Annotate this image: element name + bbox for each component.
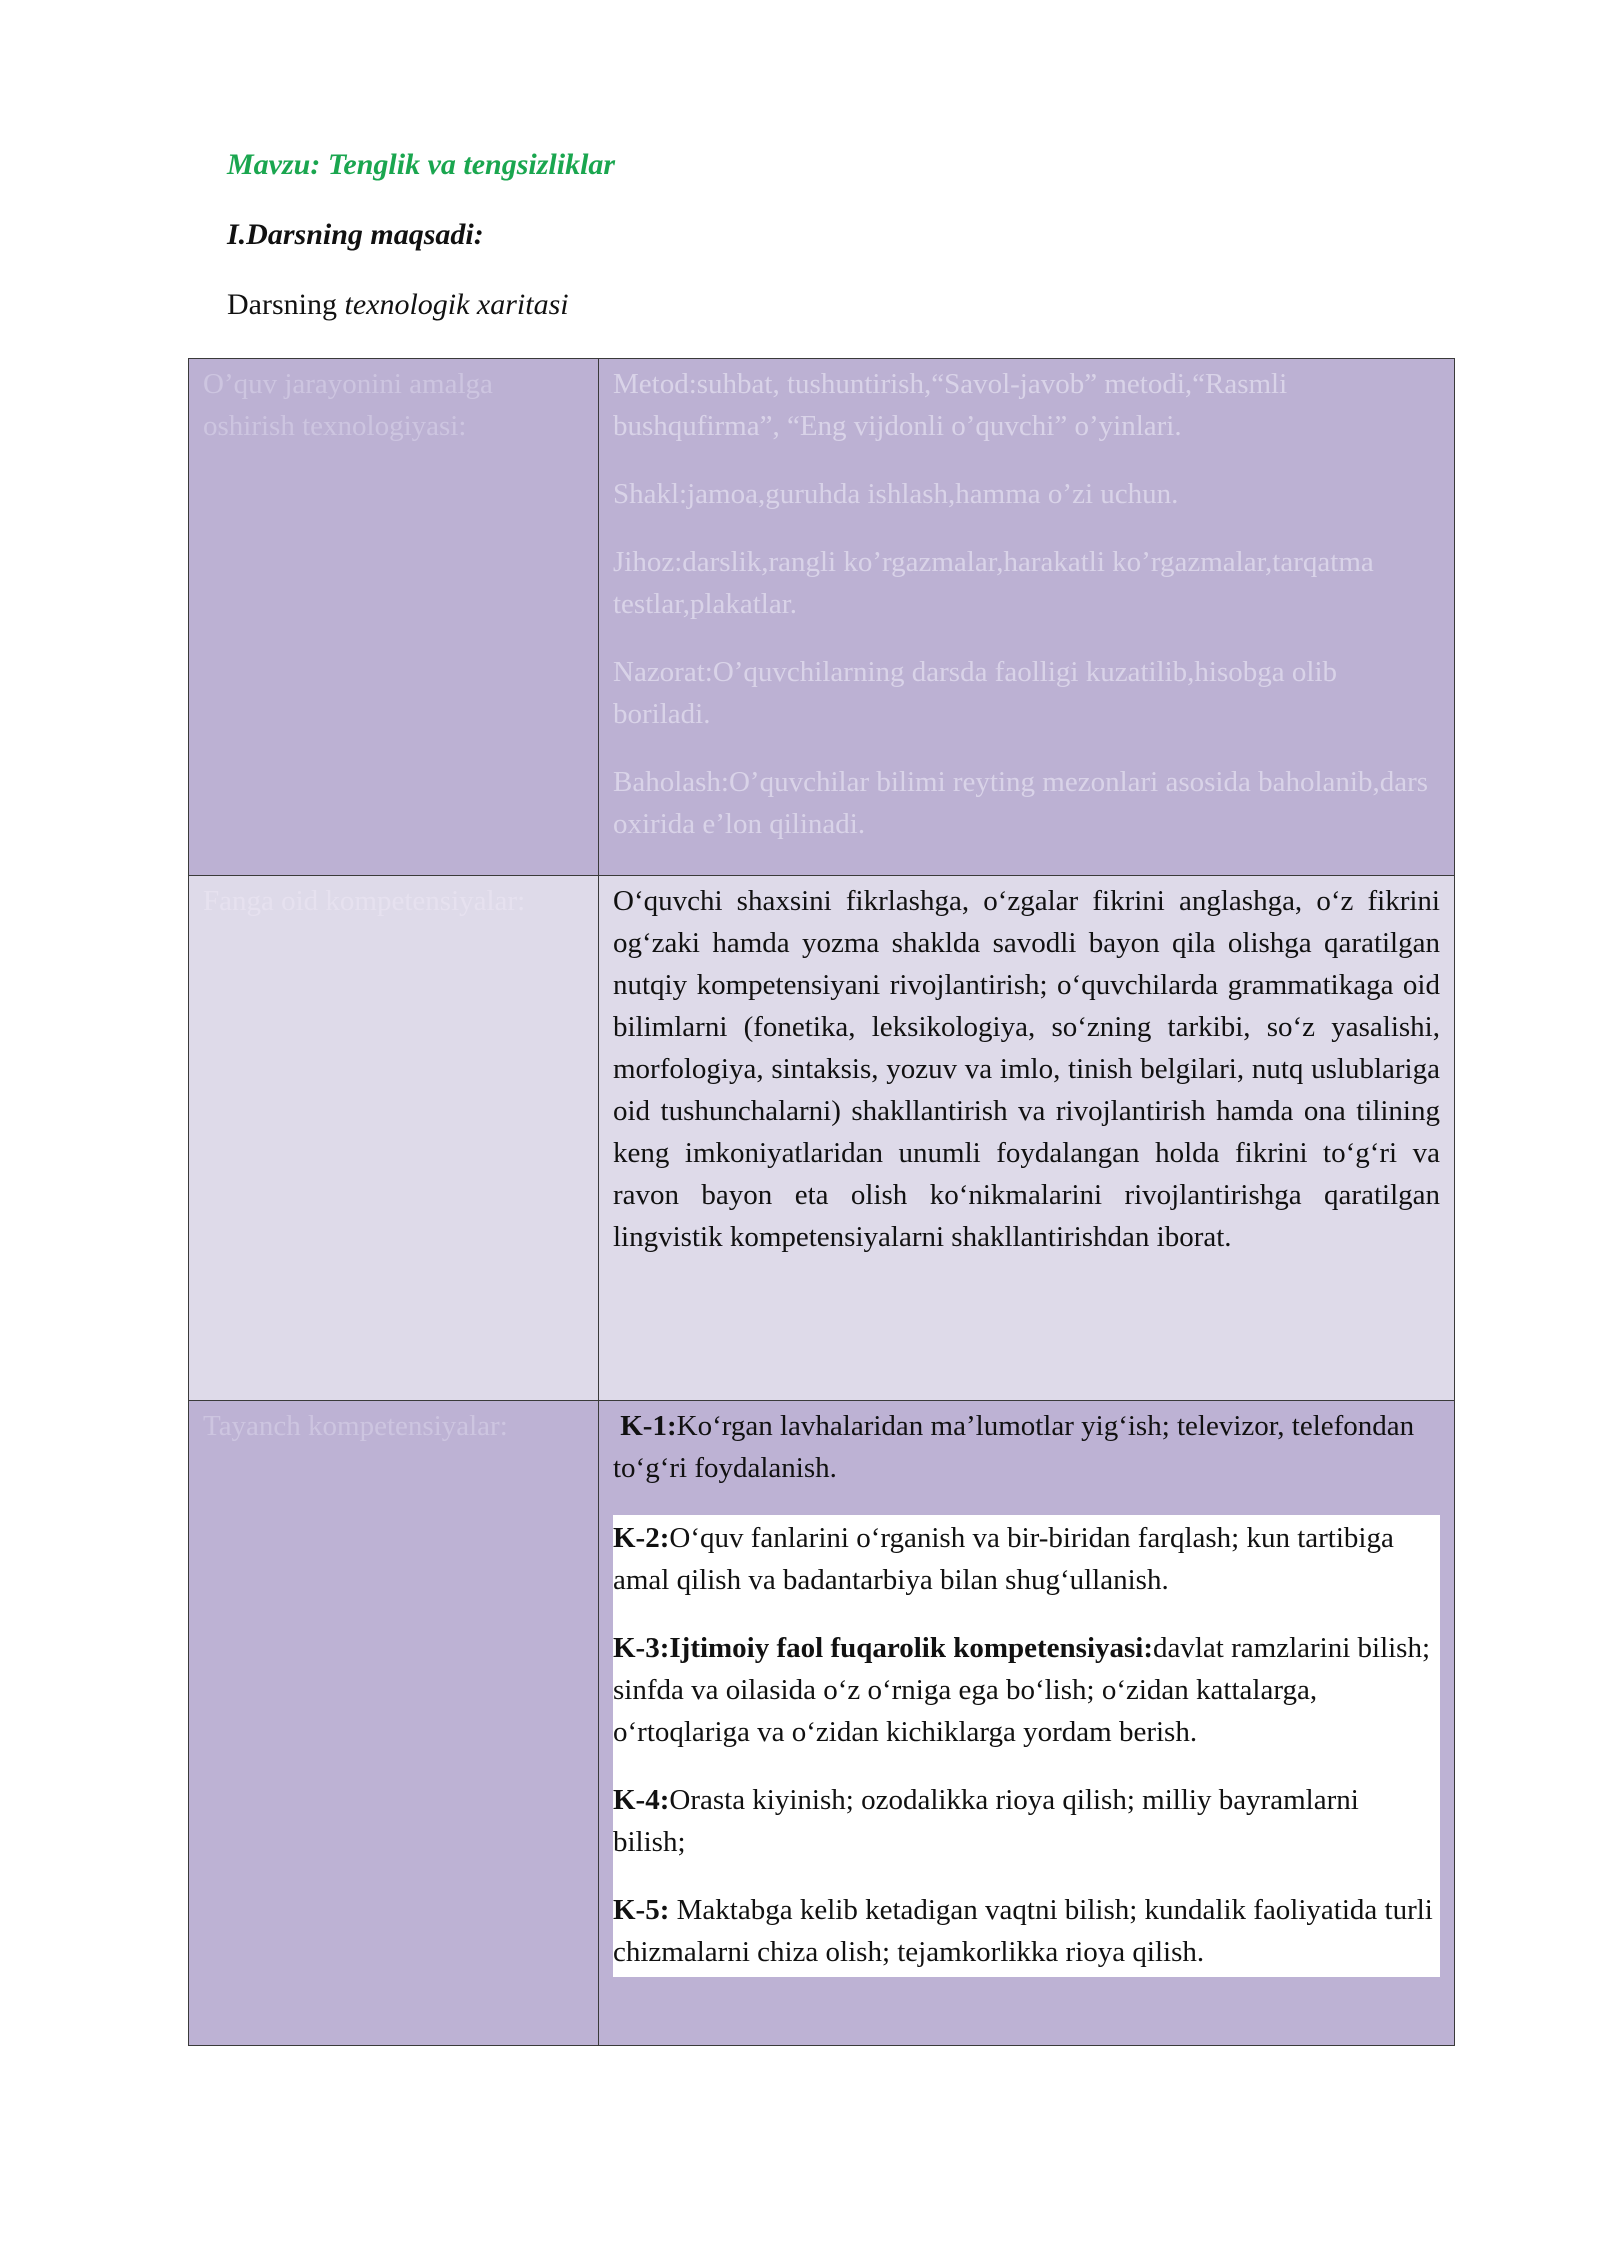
k4-label: K-4: [613, 1784, 670, 1816]
competency-k2 [613, 1517, 1436, 1601]
table-row [189, 876, 1455, 1401]
lesson-topic: Mavzu: Tenglik va tengsizliklar [227, 148, 616, 181]
equipment-item: Jihoz:darslik,rangli ko’rgazmalar,harakatli ko’rgazmalar,tarqatma testlar,plakatlar. [613, 546, 1374, 620]
row3-label: Tayanch kompetensiyalar: [203, 1410, 508, 1442]
core-competencies-cell [599, 1401, 1455, 2046]
lesson-goal-heading: I.Darsning maqsadi: [227, 218, 484, 251]
row-label-cell [189, 359, 599, 876]
table-row [189, 1401, 1455, 2046]
assessment-item: Baholash:O’quvchilar bilimi reyting mezonlari asosida baholanib,dars oxirida e’lon qilinadi. [613, 766, 1429, 840]
k5-text: Maktabga kelib ketadigan vaqtni bilish; kundalik faoliyatida turli chizmalarni chiza olish; tejamkorlikka rioya qilish. [613, 1894, 1433, 1968]
competencies-highlight-box [613, 1515, 1440, 1977]
competency-k3 [613, 1627, 1436, 1753]
form-item: Shakl:jamoa,guruhda ishlash,hamma o’zi uchun. [613, 478, 1179, 510]
row2-label: Fanga oid kompetensiyalar: [203, 885, 526, 917]
map-title-italic: texnologik xaritasi [344, 288, 569, 321]
k3-label: K-3:Ijtimoiy faol fuqarolik kompetensiyasi: [613, 1632, 1153, 1664]
subject-competencies-cell [599, 876, 1455, 1401]
control-item: Nazorat:O’quvchilarning darsda faolligi kuzatilib,hisobga olib boriladi. [613, 656, 1337, 730]
k2-text: O‘quv fanlarini o‘rganish va bir-biridan farqlash; kun tartibiga amal qilish va badantarbiya bilan shug‘ullanish. [613, 1522, 1394, 1596]
k4-text: Orasta kiyinish; ozodalikka rioya qilish; milliy bayramlarni bilish; [613, 1784, 1359, 1858]
row-label-cell [189, 876, 599, 1401]
method-item: Metod:suhbat, tushuntirish,“Savol-javob” metodi,“Rasmli bushqufirma”, “Eng vijdonli o’quvchi” o’yinlari. [613, 368, 1288, 442]
k2-label: K-2: [613, 1522, 670, 1554]
technology-map-title [227, 288, 569, 322]
map-title-plain: Darsning [227, 288, 345, 321]
row1-label: O’quv jarayonini amalga oshirish texnologiyasi: [203, 368, 493, 442]
competency-k5 [613, 1889, 1436, 1973]
row-label-cell [189, 1401, 599, 2046]
k3-text: davlat ramzlarini bilish; sinfda va oilasida o‘z o‘rniga ega bo‘lish; o‘zidan kattalarga, o‘rtoqlariga va o‘zidan kichiklarga yordam berish. [613, 1632, 1431, 1748]
table-row [189, 359, 1455, 876]
methods-cell [599, 359, 1455, 876]
technology-map-table [188, 358, 1455, 2046]
competency-k1 [613, 1405, 1440, 1489]
competency-k4 [613, 1779, 1436, 1863]
subject-competencies-text: O‘quvchi shaxsini fikrlashga, o‘zgalar fikrini anglashga, o‘z fikrini og‘zaki hamda yozma shaklda savodli bayon qila olishga qaratilgan nutqiy kompetensiyani rivojlantirish; o‘quvchilarda grammatikaga oid bilimlarni (fonetika, leksikologiya, so‘zning tarkibi, so‘z yasalishi, morfologiya, sintaksis, yozuv va imlo, tinish belgilari, nutq uslublariga oid tushunchalarni) shakllantirish va rivojlantirish hamda ona tilining keng imkoniyatlaridan unumli foydalangan holda fikrini to‘g‘ri va ravon bayon eta olish ko‘nikmalarini rivojlantirishga qaratilgan lingvistik kompetensiyalarni shakllantirishdan iborat. [613, 885, 1440, 1253]
k1-text: Ko‘rgan lavhalaridan ma’lumotlar yig‘ish; televizor, telefondan to‘g‘ri foydalanish. [613, 1410, 1415, 1484]
k1-label: K-1: [620, 1410, 677, 1442]
k5-label: K-5: [613, 1894, 670, 1926]
